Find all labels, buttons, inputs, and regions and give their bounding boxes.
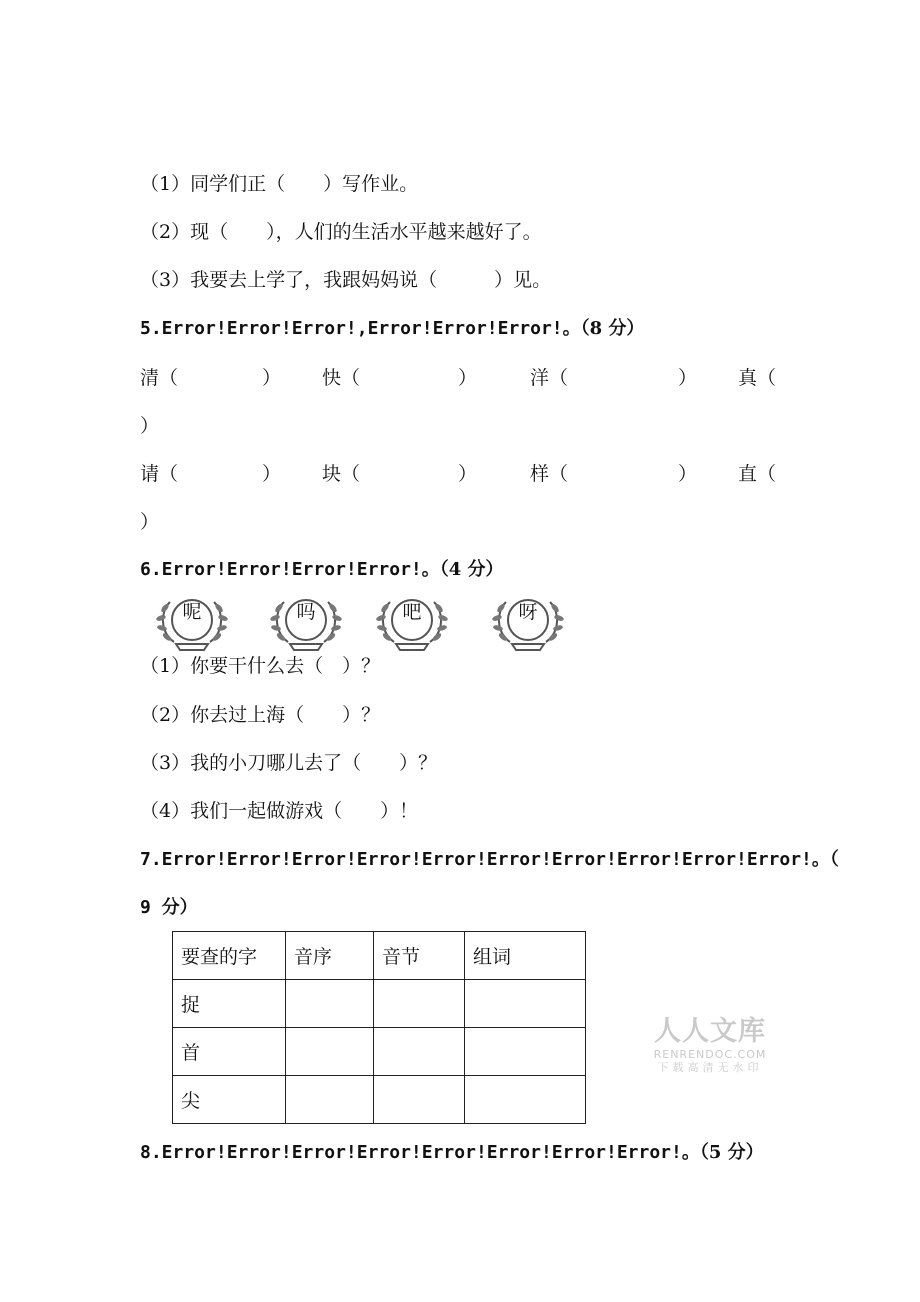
q4-item-1: （1）同学们正（ ）写作业。: [140, 173, 419, 195]
watermark-logo: [648, 1016, 772, 1075]
q6-item-1: （1）你要干什么去（ ）？: [140, 655, 381, 677]
q8-heading: [140, 1141, 764, 1165]
table-cell-char: 尖: [173, 1076, 286, 1124]
q6-heading: [140, 558, 504, 582]
option-ya: 呀: [518, 601, 538, 623]
q5-close-7: ）: [678, 463, 698, 485]
q4-item-2: （2）现（ ），人们的生活水平越来越好了。: [140, 221, 542, 243]
table-header: 音序: [286, 932, 374, 980]
q5-word-zhi: 直（: [738, 463, 777, 485]
table-cell-empty[interactable]: [465, 1076, 586, 1124]
q5-word-zhen: 真（: [738, 367, 777, 389]
watermark-url: RENRENDOC.COM: [653, 1048, 767, 1061]
table-cell-empty[interactable]: [286, 1028, 374, 1076]
q7-heading: 7.Error!Error!Error!Error!Error!Error!Error!Error!Error!Error!。（: [140, 849, 839, 870]
table-header: 要查的字: [173, 932, 286, 980]
table-header: 组词: [465, 932, 586, 980]
q5-word-yang2: 样（: [530, 463, 569, 485]
option-badge-ya: [488, 592, 576, 654]
option-badge-ne: [152, 592, 240, 654]
table-cell-empty[interactable]: [374, 1076, 465, 1124]
table-cell-char: 捉: [173, 980, 286, 1028]
watermark-title: 人人文库: [654, 1016, 766, 1047]
q5-close-1: ）: [262, 367, 282, 389]
q5-close-2: ）: [458, 367, 478, 389]
q5-word-kuai2: 块（: [322, 463, 361, 485]
q5-close-3: ）: [678, 367, 698, 389]
q4-item-3: （3）我要去上学了，我跟妈妈说（ ）见。: [140, 269, 552, 291]
dictionary-table: [172, 931, 586, 1124]
q5-word-qing: 清（: [140, 367, 179, 389]
q7-points: 9 分）: [140, 897, 198, 918]
watermark-subtitle: 下载高清无水印: [657, 1061, 763, 1074]
table-cell-empty[interactable]: [286, 980, 374, 1028]
table-cell-empty[interactable]: [374, 1028, 465, 1076]
table-cell-empty[interactable]: [465, 1028, 586, 1076]
table-header-row: [173, 932, 586, 980]
q5-close-8: ）: [140, 511, 160, 533]
q5-close-5: ）: [262, 463, 282, 485]
q6-item-3: （3）我的小刀哪儿去了（ ）？: [140, 752, 438, 774]
q5-close-6: ）: [458, 463, 478, 485]
q6-item-2: （2）你去过上海（ ）？: [140, 704, 381, 726]
q5-heading: [140, 317, 644, 341]
table-row: [173, 1028, 586, 1076]
table-cell-empty[interactable]: [286, 1076, 374, 1124]
table-cell-empty[interactable]: [465, 980, 586, 1028]
table-cell-char: 首: [173, 1028, 286, 1076]
option-badge-ma: [266, 592, 354, 654]
q6-item-4: （4）我们一起做游戏（ ）！: [140, 800, 419, 822]
table-row: [173, 980, 586, 1028]
q6-heading-text: 6.Error!Error!Error!Error!。: [140, 559, 440, 580]
q5-word-yang: 洋（: [530, 367, 569, 389]
q5-word-qing2: 请（: [140, 463, 179, 485]
option-ne: 呢: [182, 601, 202, 623]
table-header: 音节: [374, 932, 465, 980]
q5-word-kuai: 快（: [322, 367, 361, 389]
q5-close-4: ）: [140, 415, 160, 437]
q5-heading-text: 5.Error!Error!Error!,Error!Error!Error!。: [140, 318, 581, 339]
option-badge-ba: [372, 592, 460, 654]
option-ba: 吧: [402, 601, 422, 623]
q5-points: （8 分）: [580, 318, 645, 339]
table-row: [173, 1076, 586, 1124]
q8-points: （5 分）: [699, 1142, 764, 1163]
table-cell-empty[interactable]: [374, 980, 465, 1028]
option-ma: 吗: [296, 601, 316, 623]
q6-points: （4 分）: [439, 559, 504, 580]
q8-heading-text: 8.Error!Error!Error!Error!Error!Error!Error!Error!。: [140, 1142, 700, 1163]
